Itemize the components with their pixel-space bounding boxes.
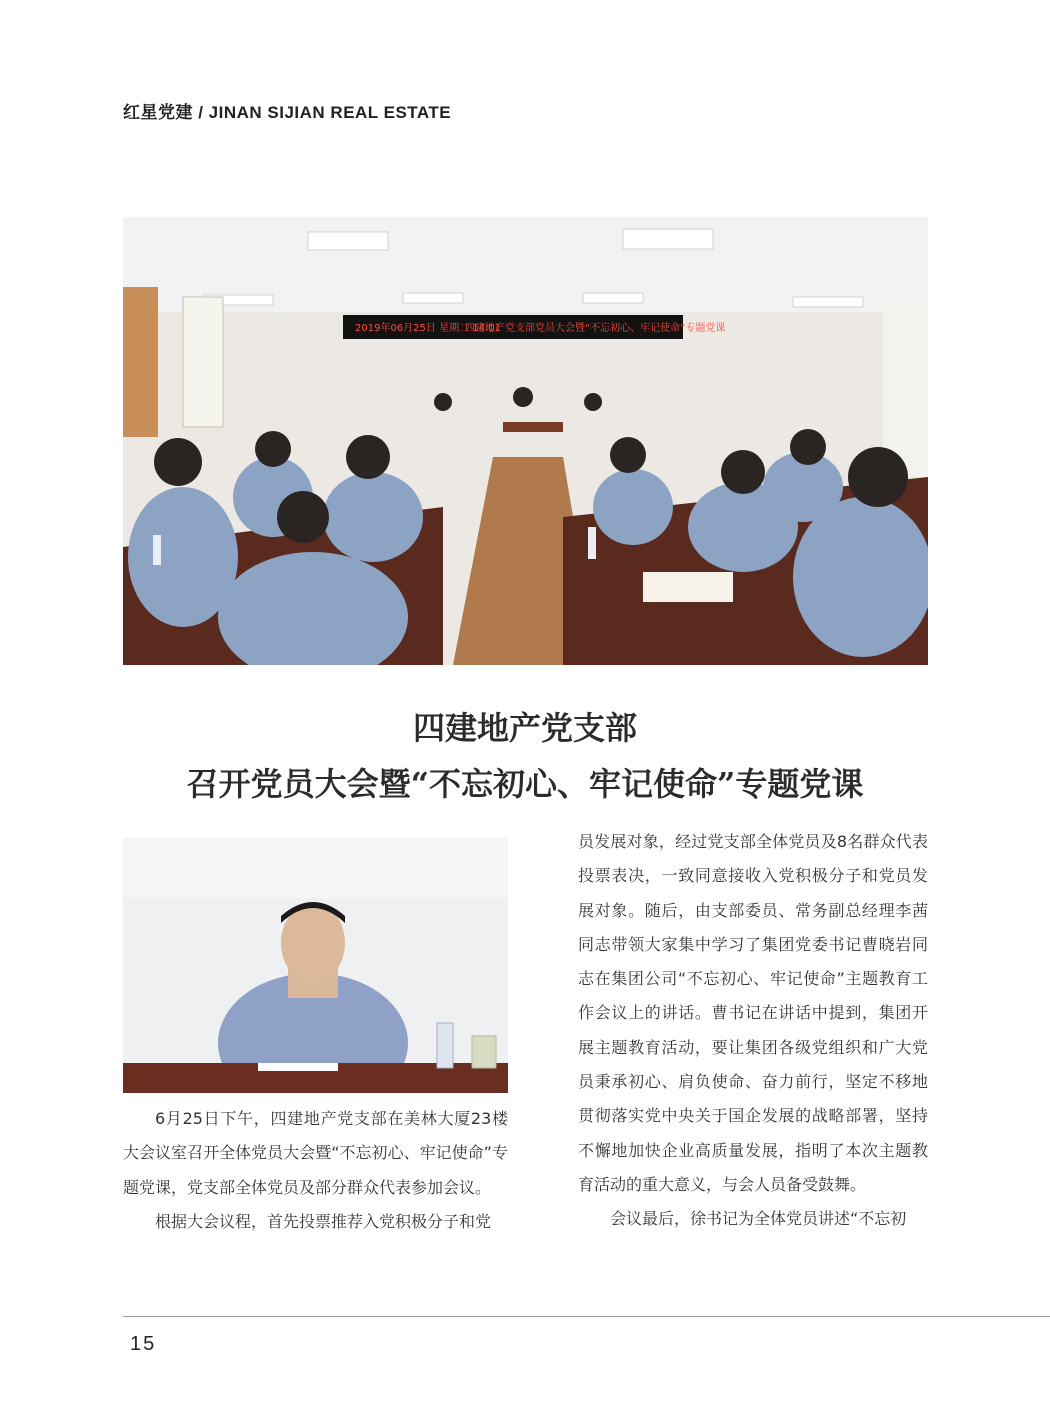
page-number: 15 [130, 1333, 157, 1355]
article-title [0, 700, 1050, 812]
article-title-line-1: 四建地产党支部 [412, 709, 637, 747]
footer-divider [123, 1316, 1050, 1317]
meeting-photo-illustration [123, 217, 928, 665]
article-title-line-2: 召开党员大会暨“不忘初心、牢记使命”专题党课 [186, 765, 864, 803]
meeting-photo [123, 217, 928, 665]
speaker-photo [123, 838, 508, 1093]
led-time: 2019年06月25日 星期二 14:01 [355, 323, 502, 334]
body-paragraph: 根据大会议程，首先投票推荐入党积极分子和党 [155, 1211, 492, 1231]
body-paragraph: 员发展对象，经过党支部全体党员及8名群众代表投票表决，一致同意接收入党积极分子和党员发展对象。随后，由支部委员、常务副总经理李茜同志带领大家集中学习了集团党委书记曹晓岩同志在集团公司“不忘初心、牢记使命”主题教育工作会议上的讲话。曹书记在讲话中提到，集团开展主题教育活动，要让集团各级党组织和广大党员秉承初心、肩负使命、奋力前行，坚定不移地贯彻落实党中央关于国企发展的战略部署，坚持不懈地加快企业高质量发展，指明了本次主题教育活动的重大意义，与会人员备受鼓舞。 [578, 832, 928, 1194]
body-column-right [578, 825, 928, 1237]
led-sign: 四建地产党支部党员大会暨“不忘初心、牢记使命”专题党课 [465, 323, 726, 334]
body-paragraph: 会议最后，徐书记为全体党员讲述“不忘初 [610, 1209, 907, 1229]
body-paragraph: 6月25日下午，四建地产党支部在美林大厦23楼大会议室召开全体党员大会暨“不忘初心、牢记使命”专题党课，党支部全体党员及部分群众代表参加会议。 [123, 1109, 508, 1197]
speaker-photo-illustration [123, 838, 508, 1093]
body-column-left [123, 1102, 508, 1239]
section-header: 红星党建 / JINAN SIJIAN REAL ESTATE [123, 103, 452, 122]
